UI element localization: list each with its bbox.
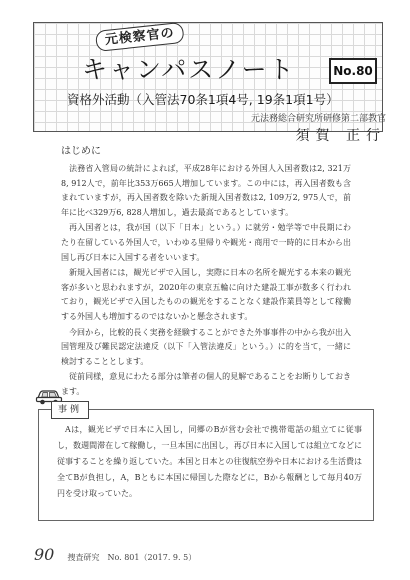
page-number: 90 — [34, 545, 55, 564]
author-name: 須賀 正行 — [295, 128, 386, 144]
article-subtitle: 資格外活動（入管法70条1項4号, 19条1項1号） — [67, 92, 339, 107]
issue-number: No.80 — [329, 58, 377, 84]
page-footer — [34, 545, 196, 564]
case-box — [38, 405, 374, 521]
paragraph: 再入国者とは，我が国（以下「日本」という。）に就労・勉学等で中長期にわたり在留している外国人で，いわゆる里帰りや観光・商用で一時的に日本から出国し再び日本に入国する者をいいます。 — [61, 223, 351, 262]
column-title: キャンパスノート — [82, 55, 296, 84]
author-title: 元法務総合研究所研修第二部教官 — [250, 114, 386, 124]
article-body — [61, 143, 351, 400]
series-badge: 元検察官の — [95, 22, 185, 52]
journal-reference: 捜査研究 No. 801（2017. 9. 5） — [67, 553, 197, 562]
column-header — [33, 22, 386, 144]
case-label: 事例 — [51, 401, 89, 419]
paragraph: 今回から，比較的長く実務を経験することができた外事事件の中から我が出入国管理及び難民認定法違反（以下「入管法違反」という。）に的を当て，一緒に検討することとします。 — [61, 327, 351, 366]
paragraph: 新規入国者には，観光ビザで入国し，実際に日本の名所を観光する本来の観光客が多いと思われますが，2020年の東京五輪に向けた建設工事が数多く行われており，観光ビザで入国したものの観光をすることなく建設作業員等として稼働する外国人も増加するのではないかと懸念されます。 — [61, 268, 351, 321]
paragraph: 従前同様，意見にわたる部分は筆者の個人的見解であることをお断りしておきます。 — [61, 372, 351, 396]
case-text: Aは，観光ビザで日本に入国し，同郷のBが営む会社で携帯電話の組立てに従事し，数週間滞在して稼働し，一旦本国に出国し，再び日本に入国しては組立てなどに従事することを繰り返していた。本国と日本との往復航空券や日本における生活費は全てBが負担し，A，Bともに本国に帰国した際などに，Bから報酬として毎月40万円を受け取っていた。 — [57, 425, 362, 498]
section-heading: はじめに — [61, 146, 101, 157]
paragraph: 法務省入管局の統計によれば，平成28年における外国人入国者数は2, 321万8, 912人で，前年比353万665人増加しています。この中には，再入国者数も含まれていますが，再入国者数を除いた新規入国者数は2, 109万2, 975人で，前年に比べ329万6, 828人増加し，過去最高であるとしています。 — [61, 164, 351, 217]
